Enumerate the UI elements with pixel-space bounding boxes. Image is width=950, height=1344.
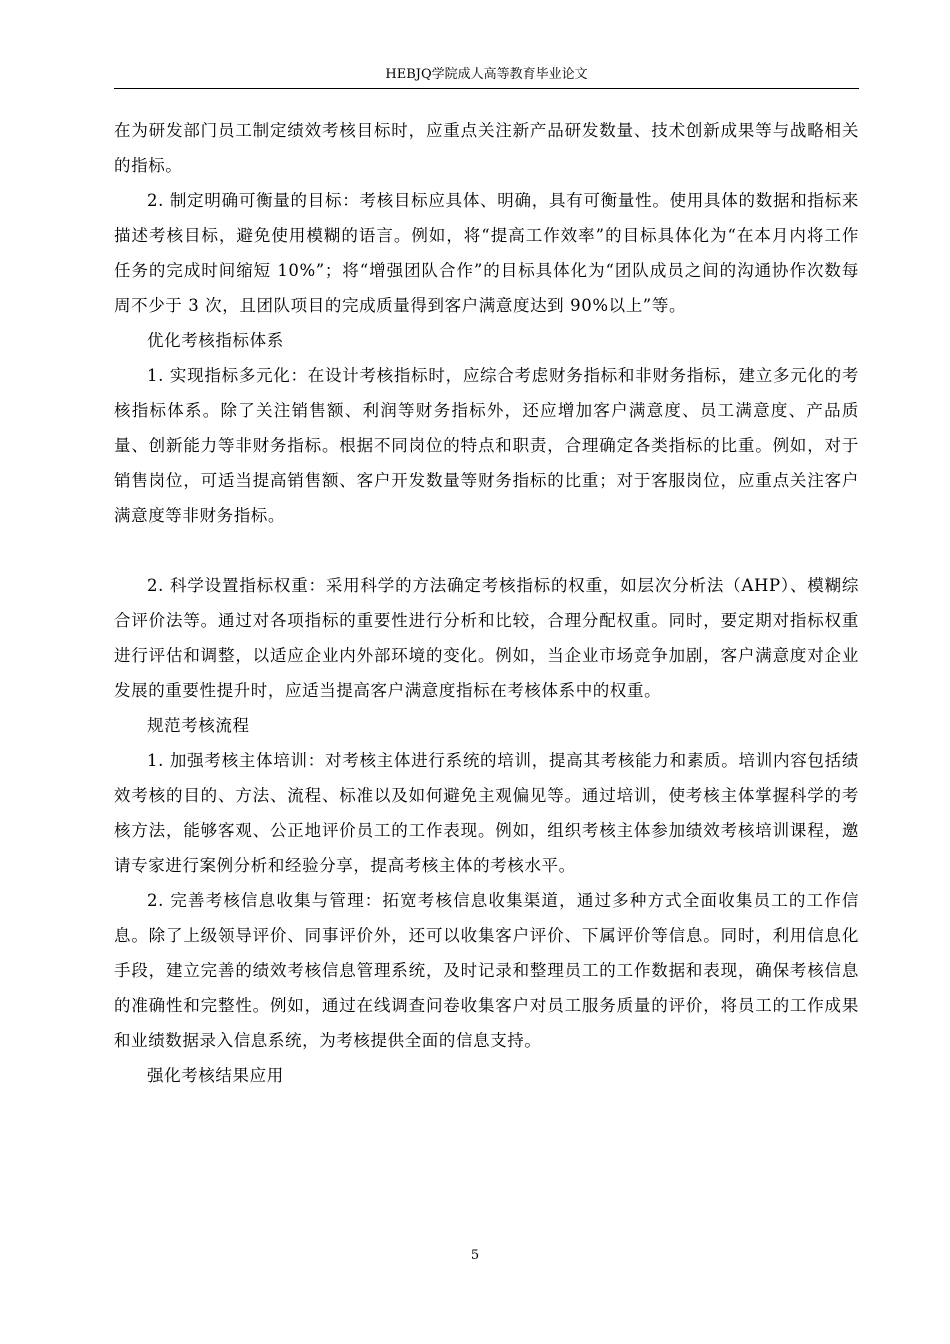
section-heading: 优化考核指标体系: [147, 331, 284, 350]
paragraph: 1. 加强考核主体培训：对考核主体进行系统的培训，提高其考核能力和素质。培训内容包括绩效考核的目的、方法、流程、标准以及如何避免主观偏见等。通过培训，使考核主体掌握科学的考核方法，能够客观、公正地评价员工的工作表现。例如，组织考核主体参加绩效考核培训课程，邀请专家进行案例分析和经验分享，提高考核主体的考核水平。: [114, 751, 859, 875]
section-heading: 强化考核结果应用: [147, 1066, 284, 1085]
page-number: 5: [470, 1248, 480, 1263]
page-header: HEBJQ学院成人高等教育毕业论文: [385, 67, 588, 82]
paragraph: 2. 完善考核信息收集与管理：拓宽考核信息收集渠道，通过多种方式全面收集员工的工作信息。除了上级领导评价、同事评价外，还可以收集客户评价、下属评价等信息。同时，利用信息化手段，建立完善的绩效考核信息管理系统，及时记录和整理员工的工作数据和表现，确保考核信息的准确性和完整性。例如，通过在线调查问卷收集客户对员工服务质量的评价，将员工的工作成果和业绩数据录入信息系统，为考核提供全面的信息支持。: [114, 891, 859, 1050]
paragraph: 2. 科学设置指标权重：采用科学的方法确定考核指标的权重，如层次分析法（AHP）、模糊综合评价法等。通过对各项指标的重要性进行分析和比较，合理分配权重。同时，要定期对指标权重进行评估和调整，以适应企业内外部环境的变化。例如，当企业市场竞争加剧，客户满意度对企业发展的重要性提升时，应适当提高客户满意度指标在考核体系中的权重。: [114, 576, 859, 700]
paragraph: 1. 实现指标多元化：在设计考核指标时，应综合考虑财务指标和非财务指标，建立多元化的考核指标体系。除了关注销售额、利润等财务指标外，还应增加客户满意度、员工满意度、产品质量、创新能力等非财务指标。根据不同岗位的特点和职责，合理确定各类指标的比重。例如，对于销售岗位，可适当提高销售额、客户开发数量等财务指标的比重；对于客服岗位，应重点关注客户满意度等非财务指标。: [114, 366, 859, 525]
document-body: [114, 113, 859, 1093]
header-divider: [114, 88, 859, 89]
section-heading: 规范考核流程: [147, 716, 250, 735]
paragraph: 2. 制定明确可衡量的目标：考核目标应具体、明确，具有可衡量性。使用具体的数据和指标来描述考核目标，避免使用模糊的语言。例如，将“提高工作效率”的目标具体化为“在本月内将工作任务的完成时间缩短 10%”；将“增强团队合作”的目标具体化为“团队成员之间的沟通协作次数每周不少于 3 次，且团队项目的完成质量得到客户满意度达到 90%以上”等。: [114, 191, 859, 315]
paragraph: 在为研发部门员工制定绩效考核目标时，应重点关注新产品研发数量、技术创新成果等与战略相关的指标。: [114, 121, 859, 175]
blank-line: [114, 533, 859, 568]
